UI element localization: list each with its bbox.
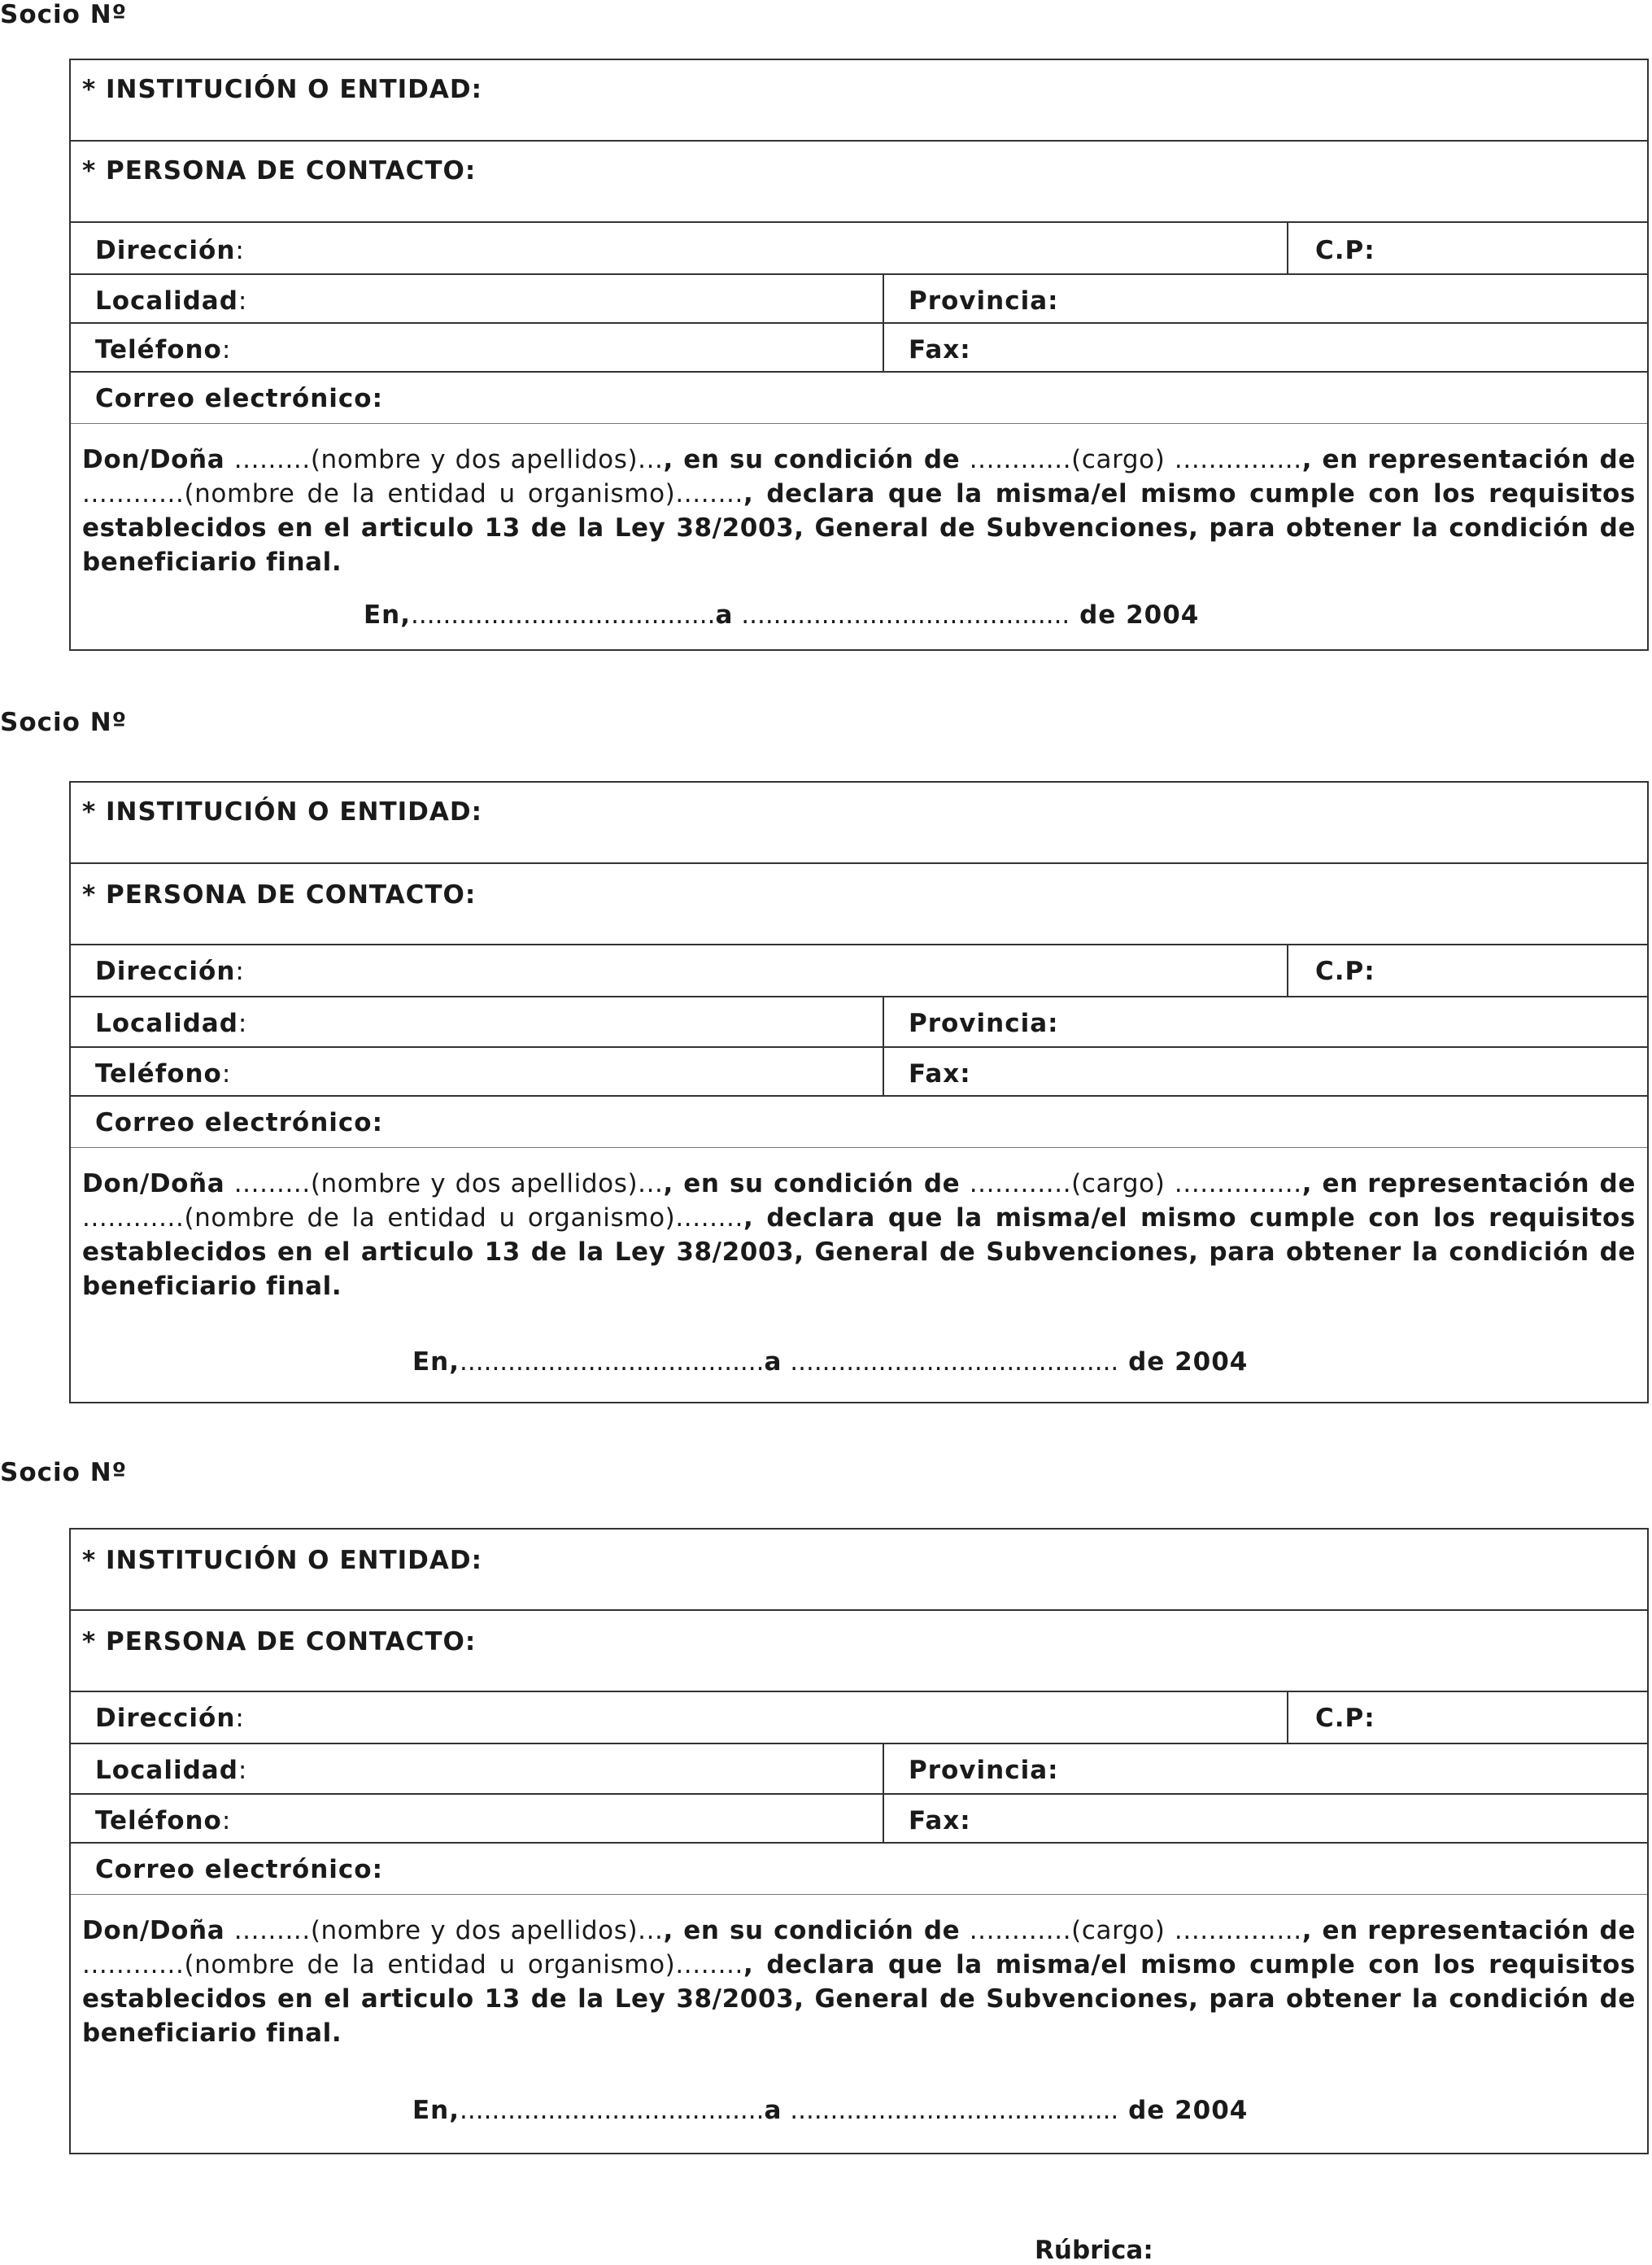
divider [883,1048,884,1095]
socio-heading: Socio Nº [0,708,128,737]
direccion-row [71,223,1647,275]
localidad-row [71,275,1647,324]
institucion-label: * INSTITUCIÓN O ENTIDAD: [82,1546,482,1575]
telefono-row [71,324,1647,373]
correo-label: Correo electrónico: [95,1855,383,1884]
socio-heading: Socio Nº [0,0,128,29]
localidad-label[interactable]: Localidad: [95,286,248,316]
persona-row[interactable] [71,864,1647,945]
direccion-label[interactable]: Dirección: [95,957,245,986]
telefono-label[interactable]: Teléfono: [95,1806,232,1835]
divider [1287,945,1288,996]
institucion-row[interactable] [71,783,1647,864]
divider [883,275,884,322]
direccion-label[interactable]: Dirección: [95,1704,245,1733]
localidad-label[interactable]: Localidad: [95,1756,248,1785]
divider [883,1795,884,1842]
provincia-label[interactable]: Provincia: [909,1756,1059,1785]
persona-label: * PERSONA DE CONTACTO: [82,1627,477,1656]
cp-label[interactable]: C.P: [1315,236,1375,265]
fax-label[interactable]: Fax: [909,1059,971,1089]
direccion-row [71,1692,1647,1744]
telefono-label[interactable]: Teléfono: [95,335,232,364]
institucion-row[interactable] [71,60,1647,142]
provincia-label[interactable]: Provincia: [909,1009,1059,1038]
socio-form-1 [69,59,1649,651]
rubrica-label: Rúbrica: [1035,2236,1153,2265]
institucion-label: * INSTITUCIÓN O ENTIDAD: [82,797,482,827]
divider [883,997,884,1046]
date-line: En,......................................a ......................................... de 2004 [364,600,1200,630]
socio-form-2 [69,781,1649,1403]
telefono-row [71,1795,1647,1844]
fax-label[interactable]: Fax: [909,335,971,364]
persona-row[interactable] [71,142,1647,223]
divider [1287,1692,1288,1743]
direccion-label[interactable]: Dirección: [95,236,245,265]
localidad-label[interactable]: Localidad: [95,1009,248,1038]
localidad-row [71,997,1647,1048]
divider [1287,223,1288,273]
cp-label[interactable]: C.P: [1315,1704,1375,1733]
correo-row[interactable] [71,1844,1647,1894]
correo-label: Correo electrónico: [95,1108,383,1137]
date-line: En,......................................a ......................................... de 2004 [412,2096,1249,2125]
telefono-label[interactable]: Teléfono: [95,1059,232,1089]
provincia-label[interactable]: Provincia: [909,286,1059,316]
declaration-text: Don/Doña .........(nombre y dos apellidos)..., en su condición de ............(cargo) ..............., en representación de ............(nombre de la entidad u organismo)........, declara que la misma/el mismo cumple con los requisitos establecidos en el articulo 13 de la Ley 38/2003, General de Subvenciones, para obtener la condición de beneficiario final. [82,1169,1636,1301]
persona-row[interactable] [71,1611,1647,1692]
persona-label: * PERSONA DE CONTACTO: [82,156,477,185]
correo-label: Correo electrónico: [95,384,383,413]
divider [883,324,884,371]
institucion-row[interactable] [71,1530,1647,1611]
telefono-row [71,1048,1647,1097]
cp-label[interactable]: C.P: [1315,957,1375,986]
socio-heading: Socio Nº [0,1458,128,1487]
direccion-row [71,945,1647,997]
socio-form-3 [69,1528,1649,2154]
fax-label[interactable]: Fax: [909,1806,971,1835]
declaration-text: Don/Doña .........(nombre y dos apellidos)..., en su condición de ............(cargo) ..............., en representación de ............(nombre de la entidad u organismo)........, declara que la misma/el mismo cumple con los requisitos establecidos en el articulo 13 de la Ley 38/2003, General de Subvenciones, para obtener la condición de beneficiario final. [82,445,1636,577]
localidad-row [71,1744,1647,1795]
date-line: En,......................................a ......................................... de 2004 [412,1347,1249,1377]
divider [883,1744,884,1793]
correo-row[interactable] [71,373,1647,423]
correo-row[interactable] [71,1097,1647,1147]
persona-label: * PERSONA DE CONTACTO: [82,880,477,910]
declaration-text: Don/Doña .........(nombre y dos apellidos)..., en su condición de ............(cargo) ..............., en representación de ............(nombre de la entidad u organismo)........, declara que la misma/el mismo cumple con los requisitos establecidos en el articulo 13 de la Ley 38/2003, General de Subvenciones, para obtener la condición de beneficiario final. [82,1916,1636,2048]
institucion-label: * INSTITUCIÓN O ENTIDAD: [82,75,482,104]
